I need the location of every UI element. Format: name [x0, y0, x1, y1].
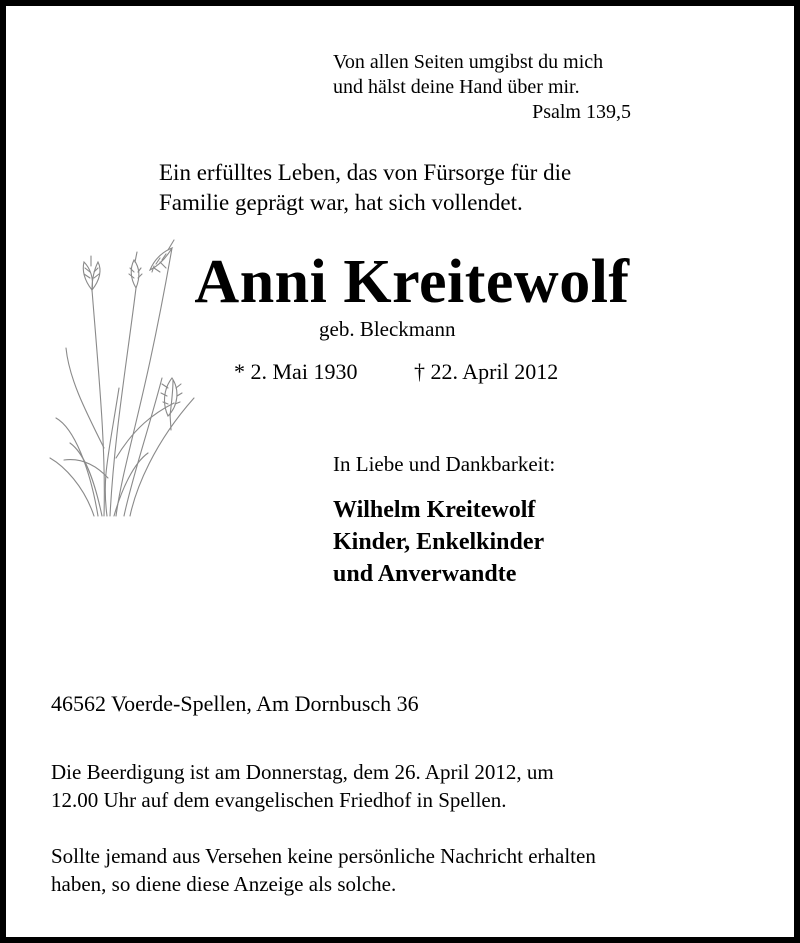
funeral-details	[51, 758, 554, 814]
deceased-name: Anni Kreitewolf	[194, 248, 630, 316]
closing-note	[51, 842, 596, 898]
intro-text	[159, 158, 571, 218]
verse-reference: Psalm 139,5	[532, 101, 631, 123]
closing-line: haben, so diene diese Anzeige als solche.	[51, 872, 397, 896]
verse-line: und hälst deine Hand über mir.	[333, 76, 580, 98]
mourner-line: und Anverwandte	[333, 561, 517, 587]
verse-line: Von allen Seiten umgibst du mich	[333, 51, 604, 73]
birth-date: * 2. Mai 1930	[234, 359, 358, 384]
intro-line: Familie geprägt war, hat sich vollendet.	[159, 190, 523, 215]
closing-line: Sollte jemand aus Versehen keine persönliche Nachricht erhalten	[51, 844, 596, 868]
mourner-line: Wilhelm Kreitewolf	[333, 497, 536, 523]
bible-verse	[333, 50, 631, 125]
death-date: † 22. April 2012	[414, 359, 559, 384]
family-address: 46562 Voerde-Spellen, Am Dornbusch 36	[51, 691, 419, 716]
funeral-line: 12.00 Uhr auf dem evangelischen Friedhof in Spellen.	[51, 788, 507, 812]
funeral-line: Die Beerdigung ist am Donnerstag, dem 26. April 2012, um	[51, 760, 554, 784]
mourners-list	[333, 494, 544, 590]
intro-line: Ein erfülltes Leben, das von Fürsorge für die	[159, 160, 572, 185]
mourner-line: Kinder, Enkelkinder	[333, 529, 545, 555]
maiden-name: geb. Bleckmann	[319, 317, 456, 341]
mourners-heading: In Liebe und Dankbarkeit:	[333, 452, 556, 476]
